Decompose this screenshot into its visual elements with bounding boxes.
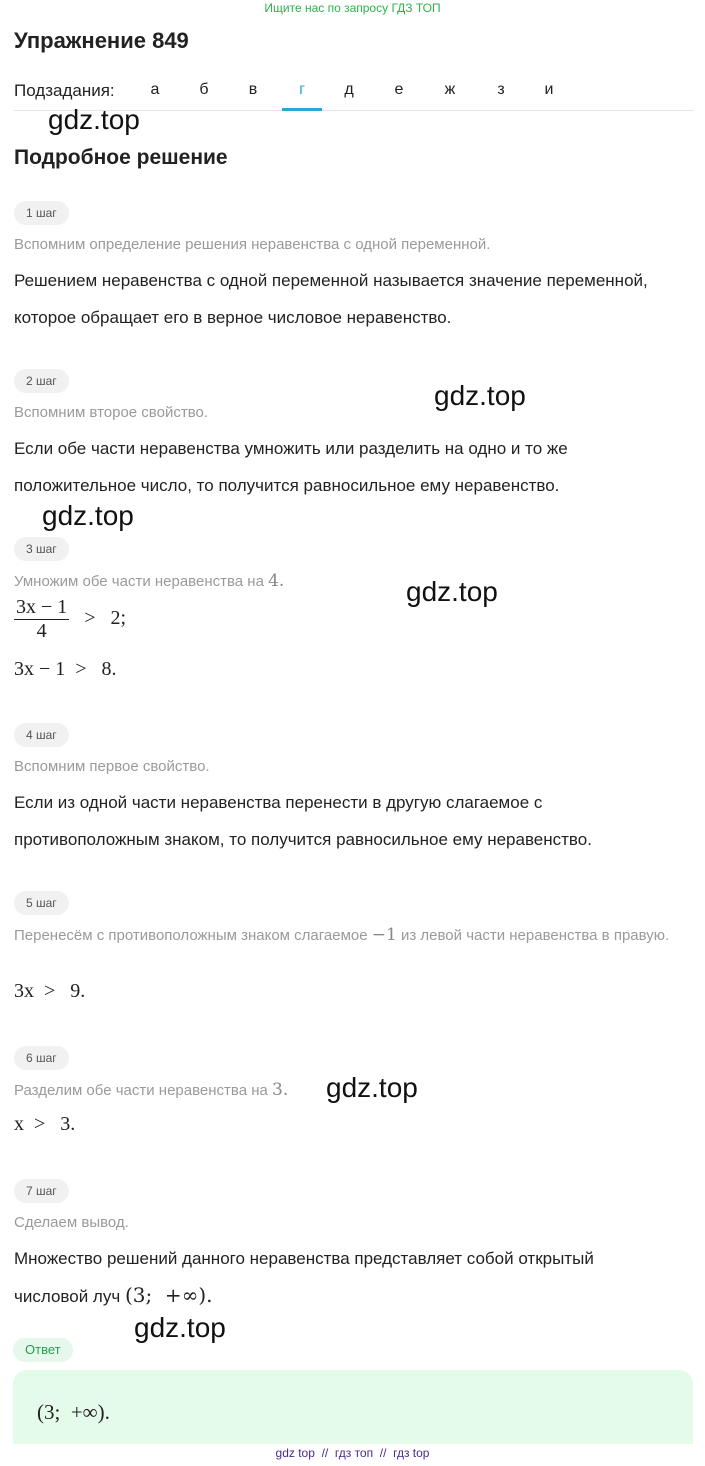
- step-hint: Сделаем вывод.: [14, 1214, 129, 1231]
- step-text-math: (3; +∞).: [124, 1283, 213, 1307]
- step-hint: Вспомним второе свойство.: [14, 404, 209, 421]
- step-badge: 5 шаг: [14, 891, 69, 915]
- footer-links[interactable]: gdz top // гдз топ // гдз top: [275, 1446, 430, 1460]
- step-hint-math: 4.: [268, 571, 285, 591]
- step-text: Решением неравенства с одной переменной называется значение переменной, которое обращает его в верное числовое неравенство.: [14, 271, 648, 327]
- answer-badge: Ответ: [13, 1338, 73, 1362]
- step-badge: 4 шаг: [14, 723, 69, 747]
- step-hint: [14, 1079, 314, 1102]
- watermark: gdz.top: [42, 500, 134, 531]
- active-tab-indicator: [282, 108, 322, 111]
- math-line: x > 3.: [14, 1113, 76, 1135]
- step-text-part: числовой луч: [14, 1287, 121, 1306]
- watermark: gdz.top: [48, 104, 140, 135]
- tab-v[interactable]: в: [248, 81, 258, 98]
- subtasks-label: Подзадания:: [14, 81, 115, 100]
- tab-zh[interactable]: ж: [444, 81, 456, 98]
- answer-box: [13, 1370, 693, 1444]
- tab-e[interactable]: е: [394, 81, 404, 98]
- tab-d[interactable]: д: [344, 81, 354, 98]
- step-badge: 1 шаг: [14, 201, 69, 225]
- fraction: [14, 596, 69, 643]
- step-badge: 7 шаг: [14, 1179, 69, 1203]
- answer-value: (3; +∞).: [37, 1400, 110, 1424]
- step-hint: Вспомним первое свойство.: [14, 758, 210, 775]
- step-badge: 2 шаг: [14, 369, 69, 393]
- watermark: gdz.top: [434, 380, 526, 411]
- step-hint-text: Перенесём с противоположным знаком слагаемое: [14, 927, 368, 944]
- tab-g[interactable]: г: [299, 81, 305, 98]
- math-line: 3x > 9.: [14, 980, 86, 1002]
- step-badge: 3 шаг: [14, 537, 69, 561]
- step-hint-math: −1: [371, 925, 397, 945]
- math-line: 3x − 1 > 8.: [14, 658, 117, 680]
- tab-a[interactable]: а: [150, 81, 160, 98]
- step-hint: Вспомним определение решения неравенства с одной переменной.: [14, 236, 491, 253]
- top-banner[interactable]: Ищите нас по запросу ГДЗ ТОП: [264, 1, 441, 15]
- fraction-denominator: 4: [36, 620, 47, 642]
- tab-i[interactable]: и: [544, 81, 554, 98]
- step-badge: 6 шаг: [14, 1046, 69, 1070]
- step-hint: [14, 570, 684, 593]
- math-line: [14, 596, 126, 643]
- step-hint-text: Разделим обе части неравенства на: [14, 1082, 268, 1099]
- step-hint-math: 3.: [272, 1080, 289, 1100]
- step-text: Если из одной части неравенства перенести в другую слагаемое с противоположным знаком, то получится равносильное ему неравенство.: [14, 793, 592, 849]
- step-hint-text: Умножим обе части неравенства на: [14, 573, 264, 590]
- step-hint-text: из левой части неравенства в правую.: [400, 927, 670, 944]
- fraction-numerator: 3x − 1: [16, 596, 68, 618]
- step-hint: [14, 924, 684, 947]
- page-title: Упражнение 849: [14, 28, 189, 53]
- tab-z[interactable]: з: [497, 81, 505, 98]
- watermark: gdz.top: [406, 576, 498, 607]
- step-text: Если обе части неравенства умножить или разделить на одно и то же положительное число, то получится равносильное ему неравенство.: [14, 439, 568, 495]
- watermark: gdz.top: [134, 1312, 226, 1343]
- step-text: [14, 1277, 684, 1315]
- step-text: Множество решений данного неравенства представляет собой открытый: [14, 1249, 594, 1268]
- section-title: Подробное решение: [14, 146, 228, 169]
- watermark: gdz.top: [326, 1072, 418, 1103]
- tab-b[interactable]: б: [199, 81, 209, 98]
- math-rest: > 2;: [84, 607, 127, 630]
